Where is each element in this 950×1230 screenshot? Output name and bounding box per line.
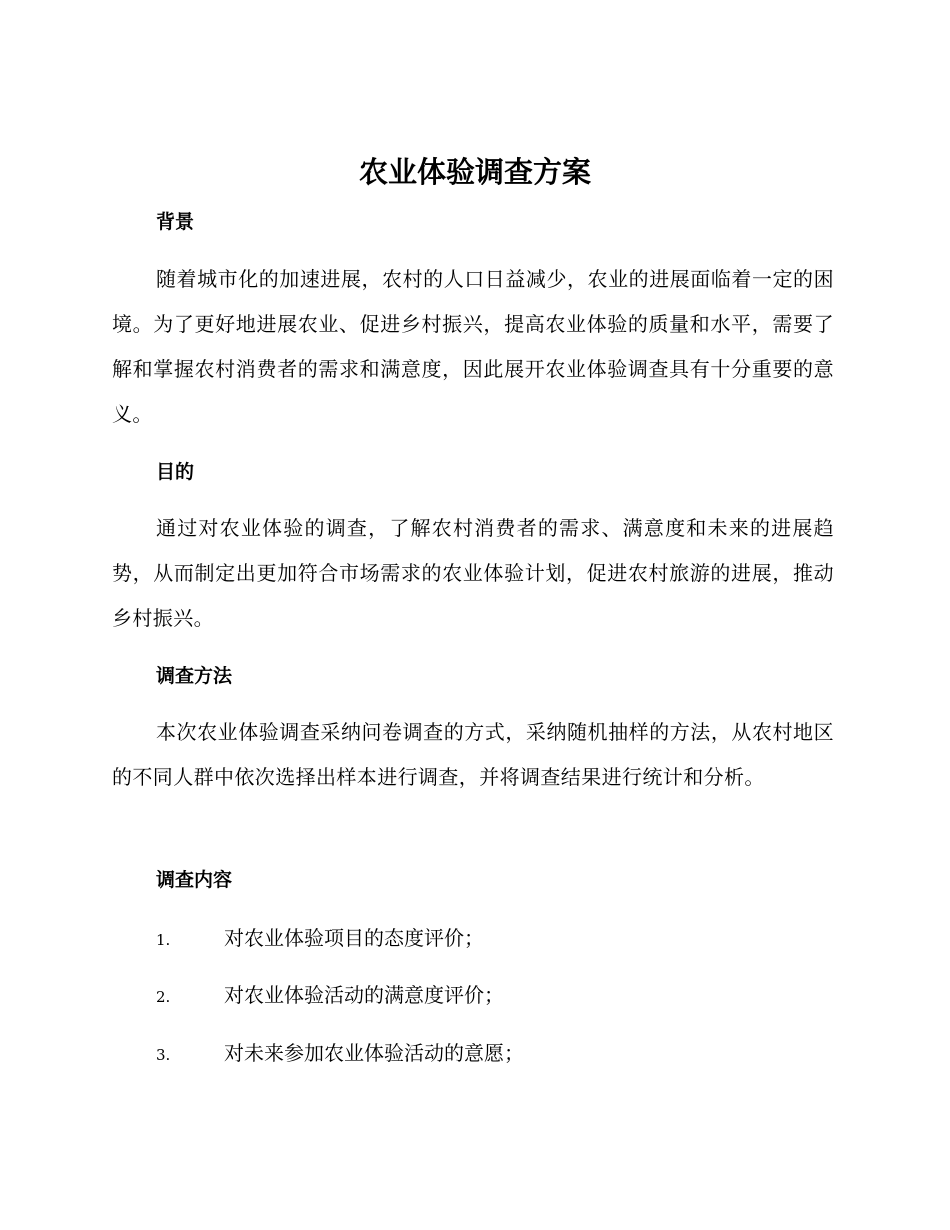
list-item-text: 对农业体验项目的态度评价； <box>224 926 484 950</box>
list-item-text: 对农业体验活动的满意度评价； <box>224 983 504 1007</box>
section-heading-method: 调查方法 <box>156 665 233 687</box>
section-body-method: 本次农业体验调查采纳问卷调查的方式，采纳随机抽样的方法，从农村地区的不同人群中依次选择出样本进行调查，并将调查结果进行统计和分析。 <box>112 720 834 789</box>
document-title: 农业体验调查方案 <box>358 155 591 189</box>
list-item-number: 1. <box>156 931 171 949</box>
list-item-number: 3. <box>156 1046 171 1064</box>
section-body-purpose: 通过对农业体验的调查，了解农村消费者的需求、满意度和未来的进展趋势，从而制定出更加符合市场需求的农业体验计划，促进农村旅游的进展，推动乡村振兴。 <box>112 516 834 630</box>
section-heading-background: 背景 <box>156 211 195 233</box>
list-item-number: 2. <box>156 988 171 1006</box>
list-item-text: 对未来参加农业体验活动的意愿； <box>224 1041 524 1065</box>
section-heading-purpose: 目的 <box>156 461 195 483</box>
section-heading-content: 调查内容 <box>156 869 233 891</box>
section-body-background: 随着城市化的加速进展，农村的人口日益减少，农业的进展面临着一定的困境。为了更好地进展农业、促进乡村振兴，提高农业体验的质量和水平，需要了解和掌握农村消费者的需求和满意度，因此展开农业体验调查具有十分重要的意义。 <box>112 267 834 426</box>
